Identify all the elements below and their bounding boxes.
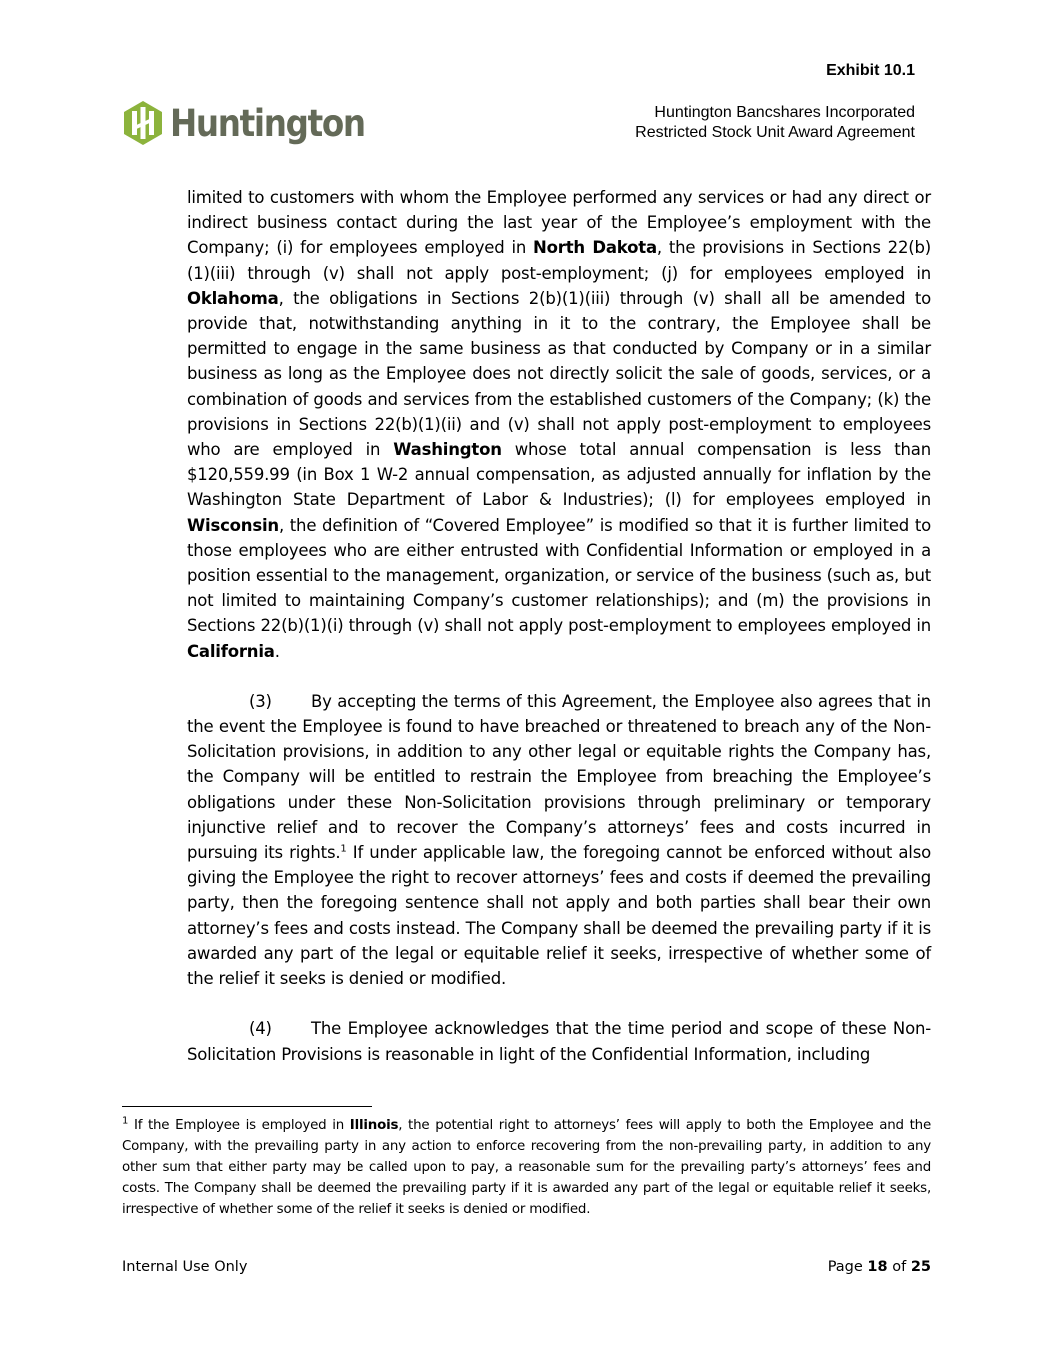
text-run: limited to customers with whom the Employee performed any services or had any direct or indirect business contact during the last year of the Employee’s employment with the Company; (i) for employees employed in bbox=[187, 188, 931, 258]
paragraph-3 bbox=[187, 689, 931, 991]
state-california: California bbox=[187, 641, 275, 661]
page-number bbox=[828, 1259, 931, 1275]
footnote-ref: 1 bbox=[340, 843, 347, 855]
text-run: , the provisions in Sections 22(b)(1)(iii) through (v) shall not apply post-employment; (j) for employees employed in bbox=[187, 238, 931, 283]
page-label: Page bbox=[827, 1259, 868, 1275]
document-title bbox=[635, 103, 915, 143]
footnote-marker: 1 bbox=[122, 1115, 129, 1127]
huntington-logo bbox=[122, 100, 391, 146]
text-run: , the potential right to attorneys’ fees will apply to both the Employee and the Company, with the prevailing party in any action to enforce recovering from the non-prevailing party, in addition to any other sum that either party may be called upon to pay, a reasonable sum for the prevailing party’s attorneys’ fees and costs. The Company shall be deemed the prevailing party if it is awarded any part of the legal or equitable relief it seeks, irrespective of whether some of the relief it seeks is denied or modified. bbox=[122, 1118, 932, 1217]
text-run: whose total annual compensation is less than $120,559.99 (in Box 1 W-2 annual compensation, as adjusted annually for inflation by the Washington State Department of Labor & Industries); (l) for employees employed in bbox=[187, 440, 931, 510]
state-wisconsin: Wisconsin bbox=[187, 515, 279, 535]
agreement-name: Restricted Stock Unit Award Agreement bbox=[635, 124, 915, 141]
page-total: 25 bbox=[910, 1259, 931, 1275]
page-current: 18 bbox=[867, 1259, 888, 1275]
text-run: By accepting the terms of this Agreement, the Employee also agrees that in the event the Employee is found to have breached or threatened to breach any of the Non-Solicitation provisions, in addition to any other legal or equitable rights the Company has, the Company will be entitled to restrain the Employee from breaching the Employee’s obligations under these Non-Solicitation provisions through preliminary or temporary injunctive relief and to recover the Company’s attorneys’ fees and costs incurred in pursuing its rights. bbox=[187, 691, 931, 863]
text-run: The Employee acknowledges that the time period and scope of these Non-Solicitation Provisions is reasonable in light of the Confidential Information, including bbox=[187, 1019, 931, 1064]
text-run: , the obligations in Sections 2(b)(1)(iii) through (v) shall all be amended to provide that, notwithstanding anything in it to the contrary, the Employee shall be permitted to engage in the same business as that conducted by Company or in a similar business as long as the Employee does not directly solicit the sale of goods, services, or a combination of goods and services from the established customers of the Company; (k) the provisions in Sections 22(b)(1)(ii) and (v) shall not apply post-employment to employees who are employed in bbox=[187, 288, 931, 460]
body-text bbox=[187, 185, 931, 1092]
page-of: of bbox=[887, 1259, 911, 1275]
company-name: Huntington Bancshares Incorporated bbox=[654, 104, 915, 121]
huntington-logo-icon bbox=[122, 100, 164, 146]
paragraph-number: (3) bbox=[249, 691, 272, 711]
text-run: If the Employee is employed in bbox=[128, 1118, 350, 1133]
footer-classification: Internal Use Only bbox=[122, 1259, 248, 1275]
paragraph-4 bbox=[187, 1016, 931, 1066]
state-illinois: Illinois bbox=[349, 1118, 399, 1133]
paragraph-state-provisions bbox=[187, 185, 931, 664]
text-run: . bbox=[274, 641, 280, 661]
paragraph-number: (4) bbox=[249, 1019, 272, 1039]
exhibit-label: Exhibit 10.1 bbox=[826, 62, 915, 79]
footnote-divider bbox=[122, 1106, 372, 1107]
state-washington: Washington bbox=[393, 440, 502, 460]
state-north-dakota: North Dakota bbox=[533, 238, 657, 258]
footnote-1 bbox=[122, 1115, 931, 1220]
state-oklahoma: Oklahoma bbox=[187, 288, 279, 308]
text-run: If under applicable law, the foregoing cannot be enforced without also giving the Employee the right to recover attorneys’ fees and costs if deemed the prevailing party, then the foregoing sentence shall not apply and both parties shall bear their own attorney’s fees and costs instead. The Company shall be deemed the prevailing party if it is awarded any part of the legal or equitable relief it seeks, irrespective of whether some of the relief it seeks is denied or modified. bbox=[187, 843, 931, 989]
logo-wordmark: Huntington bbox=[170, 101, 365, 145]
text-run: , the definition of “Covered Employee” is modified so that it is further limited to those employees who are either entrusted with Confidential Information or employed in a position essential to the management, organization, or service of the business (such as, but not limited to maintaining Company’s customer relationships); and (m) the provisions in Sections 22(b)(1)(i) through (v) shall not apply post-employment to employees employed in bbox=[187, 515, 931, 636]
